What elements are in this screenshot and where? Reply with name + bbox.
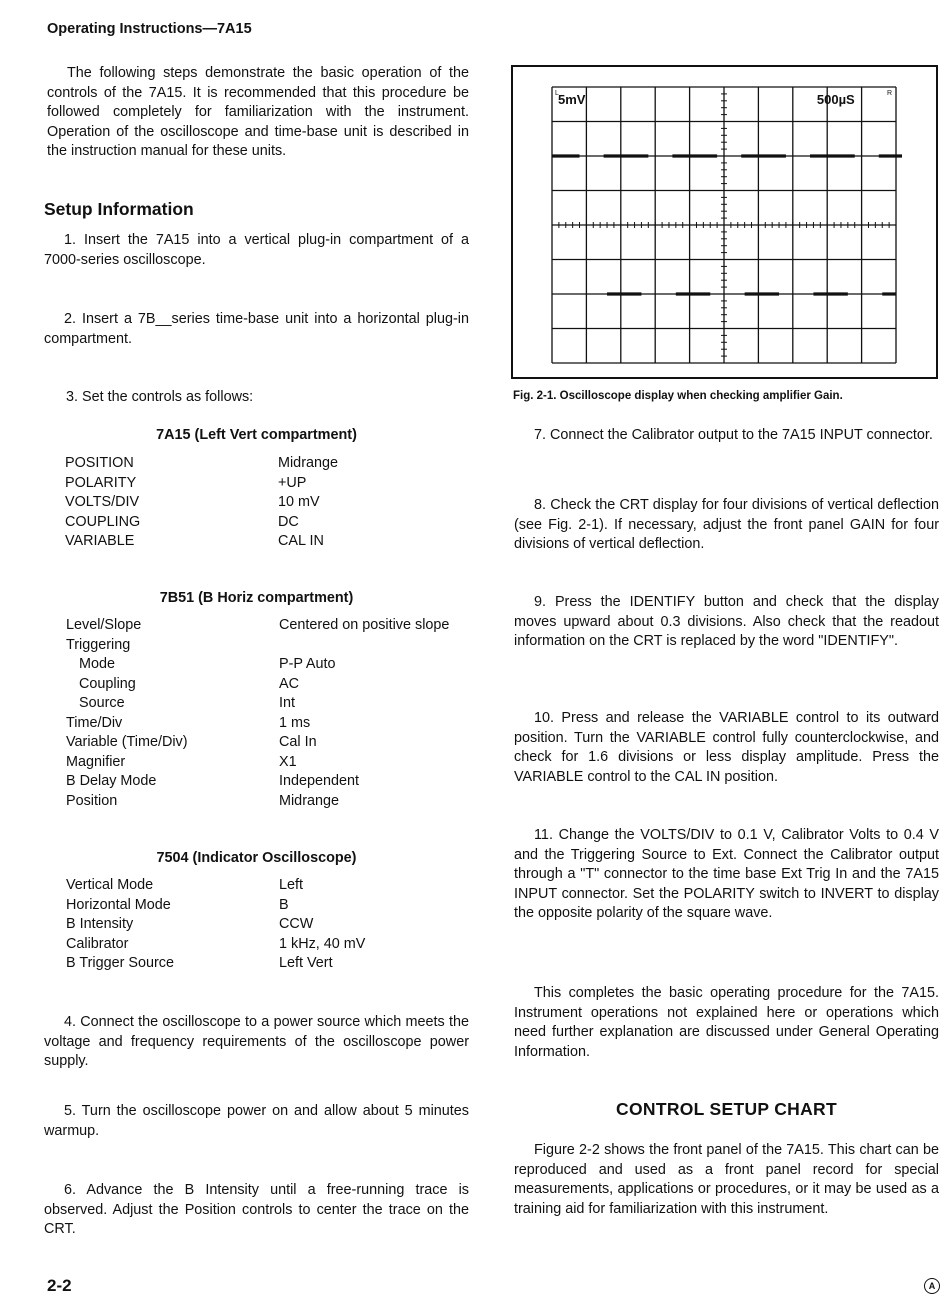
setting-name: Mode (79, 656, 115, 672)
setting-name: Magnifier (66, 753, 126, 770)
setting-name: COUPLING (65, 513, 141, 530)
setup-heading: Setup Information (44, 199, 194, 219)
setting-value: P-P Auto (279, 656, 336, 672)
control-setup-chart-text: Figure 2-2 shows the front panel of the 7A15. This chart can be reproduced and used as a front panel record for special measurements, applications or procedures, or it may be used as a training aid for familiarization with this instrument. (514, 1142, 939, 1217)
setting-name: POSITION (65, 455, 134, 471)
setting-row (66, 675, 466, 695)
crt-graticule (513, 67, 935, 376)
table-title-7b51: 7B51 (B Horiz compartment) (159, 590, 354, 606)
step-8: 8. Check the CRT display for four divisions of vertical deflection (see Fig. 2-1). If necessary, adjust the front panel GAIN for four divisions of vertical deflection. (514, 497, 939, 553)
setting-value: AC (279, 675, 299, 692)
setting-value: CCW (279, 916, 314, 932)
setting-row (66, 896, 466, 916)
setting-name: Horizontal Mode (66, 896, 171, 913)
figure-caption: Fig. 2-1. Oscilloscope display when checking amplifier Gain. (513, 390, 843, 402)
setting-row (66, 694, 466, 714)
control-setup-chart-heading: CONTROL SETUP CHART (616, 1099, 837, 1119)
setting-name: Triggering (66, 636, 131, 653)
setting-row (66, 915, 466, 935)
setting-value: Midrange (279, 792, 339, 809)
setting-name: B Trigger Source (66, 955, 174, 971)
setting-value: +UP (278, 474, 307, 491)
setting-row (66, 772, 466, 792)
setting-row (65, 513, 465, 533)
setting-name: Coupling (79, 675, 136, 692)
intro-paragraph: The following steps demonstrate the basic operation of the controls of the 7A15. It is recommended that this procedure be followed completely for familiarization with the instrument. Operation of the oscilloscope and time-base unit is described in the instruction manual for these units. (47, 65, 469, 160)
table-title-7a15: 7A15 (Left Vert compartment) (156, 427, 357, 443)
setting-row (66, 792, 466, 812)
corner-label-left: L (555, 90, 559, 97)
setting-name: Vertical Mode (66, 877, 154, 893)
readout-volts: 5mV (558, 92, 586, 107)
setting-row (66, 714, 466, 734)
setting-value: Int (279, 695, 295, 711)
readout-time: 500µS (816, 92, 855, 107)
setting-row (65, 493, 465, 513)
setting-value: B (279, 896, 289, 913)
page-number: 2-2 (47, 1276, 72, 1295)
step-6: 6. Advance the B Intensity until a free-running trace is observed. Adjust the Position controls to center the trace on the CRT. (44, 1182, 469, 1238)
setting-name: Source (79, 695, 125, 711)
setting-value: CAL IN (278, 533, 324, 549)
step-10: 10. Press and release the VARIABLE control to its outward position. Turn the VARIABLE control fully counterclockwise, and check for 1.6 divisions or less display amplitude. Press the VARIABLE control to the CAL IN position. (514, 710, 939, 785)
step-7: 7. Connect the Calibrator output to the 7A15 INPUT connector. (534, 427, 933, 443)
setting-row (66, 733, 466, 753)
setting-value: Midrange (278, 455, 338, 471)
step-4: 4. Connect the oscilloscope to a power source which meets the voltage and frequency requirements of the oscilloscope power supply. (44, 1014, 469, 1070)
step-9: 9. Press the IDENTIFY button and check that the display moves upward about 0.3 divisions. Also check that the readout information on the CRT is replaced by the word "IDENTIFY". (514, 594, 939, 650)
setting-row (66, 753, 466, 773)
setting-name: VOLTS/DIV (65, 494, 140, 510)
setting-row (65, 454, 465, 474)
setting-name: VARIABLE (65, 533, 135, 549)
setting-row (66, 655, 466, 675)
setting-value: Independent (279, 773, 360, 789)
setting-name: Calibrator (66, 935, 129, 952)
setting-value: Left Vert (279, 955, 333, 971)
setting-row (65, 532, 465, 552)
setting-value: Left (279, 877, 304, 893)
setting-name: POLARITY (65, 474, 137, 491)
closing-paragraph: This completes the basic operating procedure for the 7A15. Instrument operations not explained here or operations which need further explanation are discussed under General Operating Information. (514, 985, 939, 1060)
step-11: 11. Change the VOLTS/DIV to 0.1 V, Calibrator Volts to 0.4 V and the Triggering Source to Ext. Connect the Calibrator output through a "T" connector to the time base Ext Trig In and the 7A15 INPUT connector. Set the POLARITY switch to INVERT to display the opposite polarity of the square wave. (514, 827, 939, 922)
oscilloscope-figure (511, 65, 938, 379)
setting-value: 1 kHz, 40 mV (279, 935, 366, 952)
step-1: 1. Insert the 7A15 into a vertical plug-in compartment of a 7000-series oscilloscope. (44, 232, 469, 268)
setting-name: Variable (Time/Div) (66, 734, 188, 750)
setting-value: Centered on positive slope (279, 617, 450, 633)
setting-value: X1 (279, 753, 297, 770)
step-3: 3. Set the controls as follows: (66, 389, 254, 405)
setting-value: DC (278, 513, 299, 530)
setting-name: Time/Div (66, 714, 123, 731)
setting-value: Cal In (279, 734, 317, 750)
running-header: Operating Instructions—7A15 (47, 21, 252, 37)
setting-row (66, 954, 466, 974)
corner-label-right: R (887, 90, 893, 97)
setting-row (66, 636, 466, 656)
step-5: 5. Turn the oscilloscope power on and allow about 5 minutes warmup. (44, 1103, 469, 1139)
setting-name: Level/Slope (66, 617, 142, 633)
setting-name: B Intensity (66, 916, 134, 932)
setting-row (65, 474, 465, 494)
setting-name: Position (66, 792, 118, 809)
table-title-7504: 7504 (Indicator Oscilloscope) (156, 850, 357, 866)
setting-value: 10 mV (278, 494, 320, 510)
setting-row (66, 935, 466, 955)
setting-value: 1 ms (279, 714, 311, 731)
setting-row (66, 876, 466, 896)
setting-row (66, 616, 466, 636)
step-2: 2. Insert a 7B__series time-base unit into a horizontal plug-in compartment. (44, 311, 469, 347)
publisher-logo: A (924, 1278, 940, 1294)
setting-name: B Delay Mode (66, 773, 157, 789)
